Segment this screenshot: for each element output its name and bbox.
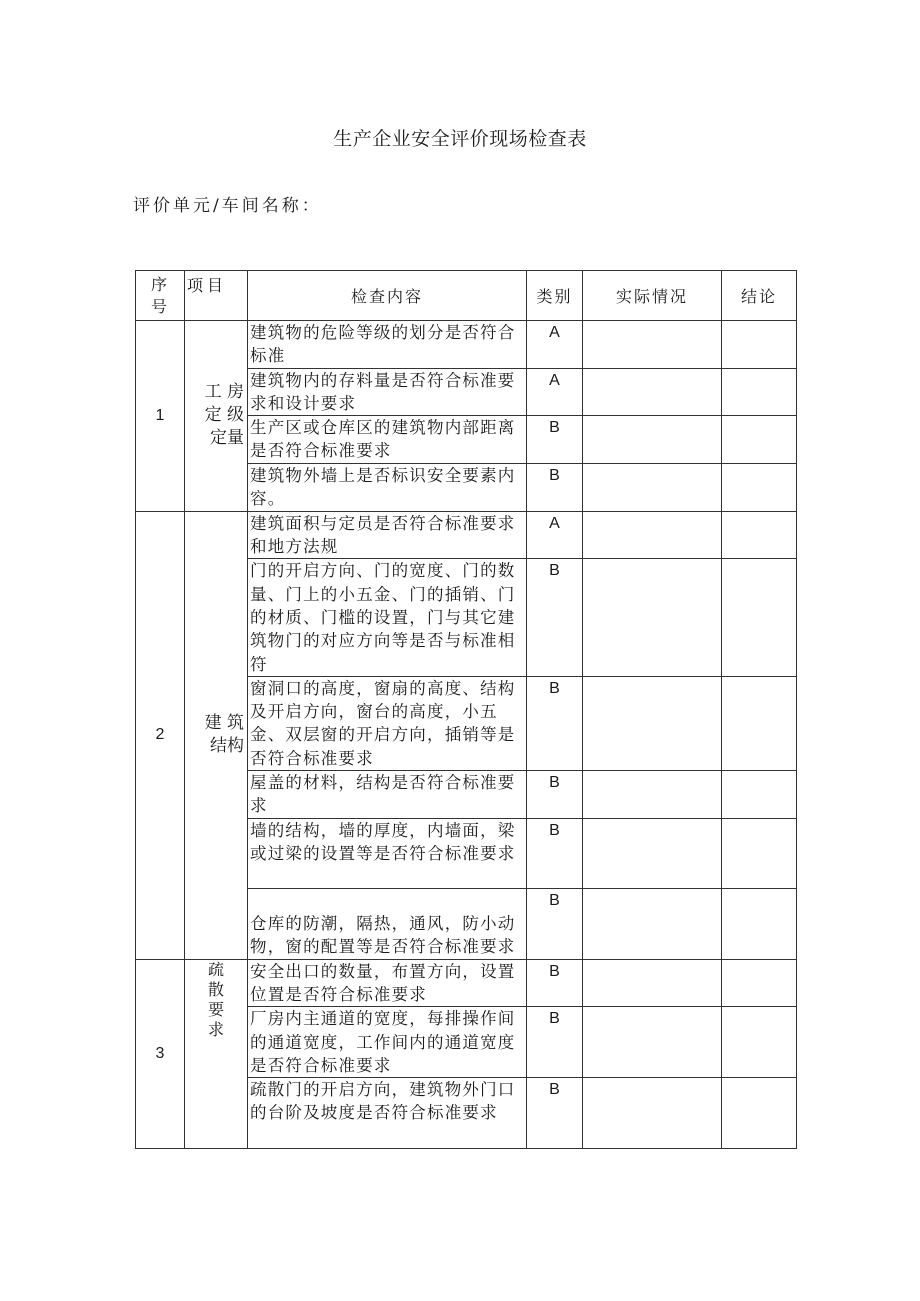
check-content: 屋盖的材料，结构是否符合标准要求 xyxy=(248,771,527,819)
actual-cell[interactable] xyxy=(583,959,722,1007)
group-item: 疏 散 要 求 xyxy=(185,959,248,1148)
category-cell: A xyxy=(527,321,583,369)
actual-cell[interactable] xyxy=(583,1078,722,1149)
actual-cell[interactable] xyxy=(583,559,722,676)
conclusion-cell[interactable] xyxy=(722,1007,797,1078)
header-seq: 序 号 xyxy=(136,271,185,321)
conclusion-cell[interactable] xyxy=(722,511,797,559)
conclusion-cell[interactable] xyxy=(722,818,797,888)
check-content: 门的开启方向、门的宽度、门的数量、门上的小五金、门的插销、门的材质、门槛的设置，门与其它建筑物门的对应方向等是否与标准相符 xyxy=(248,559,527,676)
conclusion-cell[interactable] xyxy=(722,559,797,676)
actual-cell[interactable] xyxy=(583,368,722,416)
actual-cell[interactable] xyxy=(583,888,722,959)
check-content: 建筑面积与定员是否符合标准要求和地方法规 xyxy=(248,511,527,559)
page-title: 生产企业安全评价现场检查表 xyxy=(333,128,587,150)
group-item: 工 房 定 级 定量 xyxy=(185,321,248,512)
conclusion-cell[interactable] xyxy=(722,676,797,770)
category-cell: B xyxy=(527,463,583,511)
check-content: 建筑物的危险等级的划分是否符合标准 xyxy=(248,321,527,369)
category-cell: B xyxy=(527,818,583,888)
group-seq: 2 xyxy=(136,511,185,959)
conclusion-cell[interactable] xyxy=(722,959,797,1007)
check-content: 仓库的防潮，隔热，通风，防小动物，窗的配置等是否符合标准要求 xyxy=(248,888,527,959)
category-cell: B xyxy=(527,888,583,959)
header-content: 检查内容 xyxy=(248,271,527,321)
unit-name-label: 评价单元/车间名称： xyxy=(133,196,322,216)
conclusion-cell[interactable] xyxy=(722,416,797,464)
check-content: 建筑物内的存料量是否符合标准要求和设计要求 xyxy=(248,368,527,416)
actual-cell[interactable] xyxy=(583,818,722,888)
actual-cell[interactable] xyxy=(583,463,722,511)
check-content: 疏散门的开启方向，建筑物外门口的台阶及坡度是否符合标准要求 xyxy=(248,1078,527,1149)
category-cell: B xyxy=(527,959,583,1007)
header-conclusion: 结论 xyxy=(722,271,797,321)
actual-cell[interactable] xyxy=(583,676,722,770)
header-row xyxy=(136,271,797,321)
group-seq: 3 xyxy=(136,959,185,1148)
table-row xyxy=(136,321,797,369)
conclusion-cell[interactable] xyxy=(722,888,797,959)
check-content: 墙的结构，墙的厚度，内墙面，梁或过梁的设置等是否符合标准要求 xyxy=(248,818,527,888)
actual-cell[interactable] xyxy=(583,511,722,559)
actual-cell[interactable] xyxy=(583,771,722,819)
group-item: 建 筑 结构 xyxy=(185,511,248,959)
conclusion-cell[interactable] xyxy=(722,368,797,416)
group-seq: 1 xyxy=(136,321,185,512)
table-row xyxy=(136,959,797,1007)
category-cell: B xyxy=(527,676,583,770)
category-cell: B xyxy=(527,559,583,676)
category-cell: B xyxy=(527,1007,583,1078)
header-item: 项目 xyxy=(185,271,248,321)
conclusion-cell[interactable] xyxy=(722,771,797,819)
check-content: 生产区或仓库区的建筑物内部距离是否符合标准要求 xyxy=(248,416,527,464)
actual-cell[interactable] xyxy=(583,321,722,369)
conclusion-cell[interactable] xyxy=(722,463,797,511)
actual-cell[interactable] xyxy=(583,416,722,464)
table-row xyxy=(136,511,797,559)
check-content: 安全出口的数量，布置方向，设置位置是否符合标准要求 xyxy=(248,959,527,1007)
category-cell: B xyxy=(527,771,583,819)
category-cell: B xyxy=(527,416,583,464)
header-category: 类别 xyxy=(527,271,583,321)
actual-cell[interactable] xyxy=(583,1007,722,1078)
category-cell: B xyxy=(527,1078,583,1149)
inspection-table xyxy=(135,270,797,1149)
category-cell: A xyxy=(527,368,583,416)
category-cell: A xyxy=(527,511,583,559)
conclusion-cell[interactable] xyxy=(722,321,797,369)
header-actual: 实际情况 xyxy=(583,271,722,321)
check-content: 厂房内主通道的宽度，每排操作间的通道宽度，工作间内的通道宽度是否符合标准要求 xyxy=(248,1007,527,1078)
conclusion-cell[interactable] xyxy=(722,1078,797,1149)
check-content: 建筑物外墙上是否标识安全要素内容。 xyxy=(248,463,527,511)
check-content: 窗洞口的高度，窗扇的高度、结构及开启方向，窗台的高度，小五金、双层窗的开启方向，插销等是否符合标准要求 xyxy=(248,676,527,770)
